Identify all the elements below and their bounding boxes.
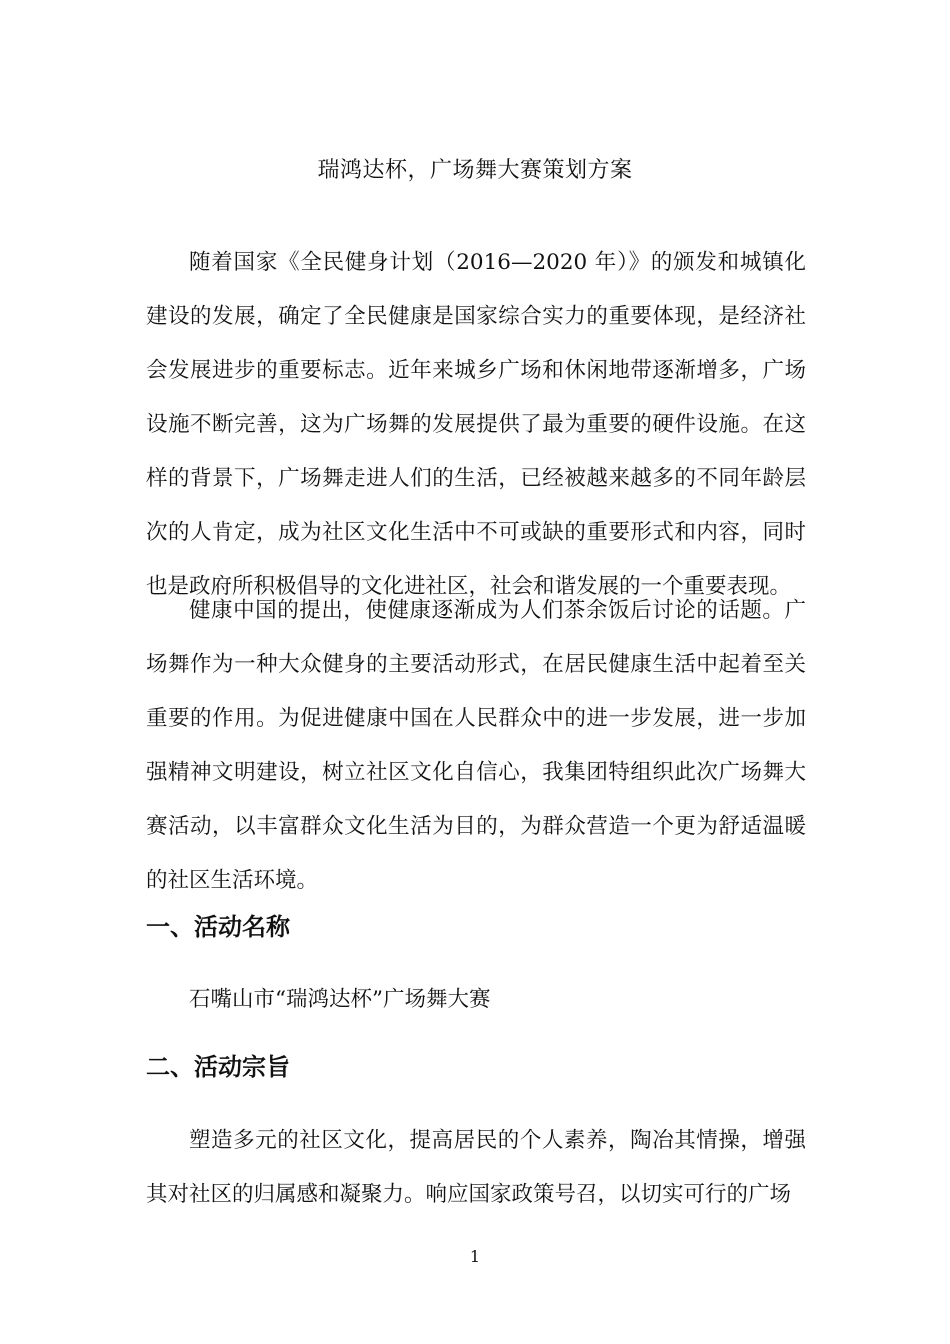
- section-heading-activity-purpose: 二、活动宗旨: [146, 1053, 290, 1081]
- section-heading-activity-name: 一、活动名称: [146, 913, 290, 941]
- intro-paragraph-2: 健康中国的提出，使健康逐渐成为人们茶余饭后讨论的话题。广场舞作为一种大众健身的主要活动形式，在居民健康生活中起着至关重要的作用。为促进健康中国在人民群众中的进一步发展，进一步加强精神文明建设，树立社区文化自信心，我集团特组织此次广场舞大赛活动，以丰富群众文化生活为目的，为群众营造一个更为舒适温暖的社区生活环境。: [146, 598, 806, 893]
- intro-paragraph-1: 随着国家《全民健身计划（2016—2020 年）》的颁发和城镇化建设的发展，确定了全民健康是国家综合实力的重要体现，是经济社会发展进步的重要标志。近年来城乡广场和休闲地带逐渐增多，广场设施不断完善，这为广场舞的发展提供了最为重要的硬件设施。在这样的背景下，广场舞走进人们的生活，已经被越来越多的不同年龄层次的人肯定，成为社区文化生活中不可或缺的重要形式和内容，同时也是政府所积极倡导的文化进社区，社会和谐发展的一个重要表现。: [146, 250, 806, 599]
- activity-purpose-paragraph: 塑造多元的社区文化，提高居民的个人素养，陶冶其情操，增强其对社区的归属感和凝聚力。响应国家政策号召，以切实可行的广场: [146, 1128, 806, 1207]
- document-title: 瑞鸿达杯，广场舞大赛策划方案: [317, 158, 633, 183]
- activity-name-text: 石嘴山市“瑞鸿达杯”广场舞大赛: [189, 987, 491, 1012]
- page-number: 1: [469, 1247, 481, 1266]
